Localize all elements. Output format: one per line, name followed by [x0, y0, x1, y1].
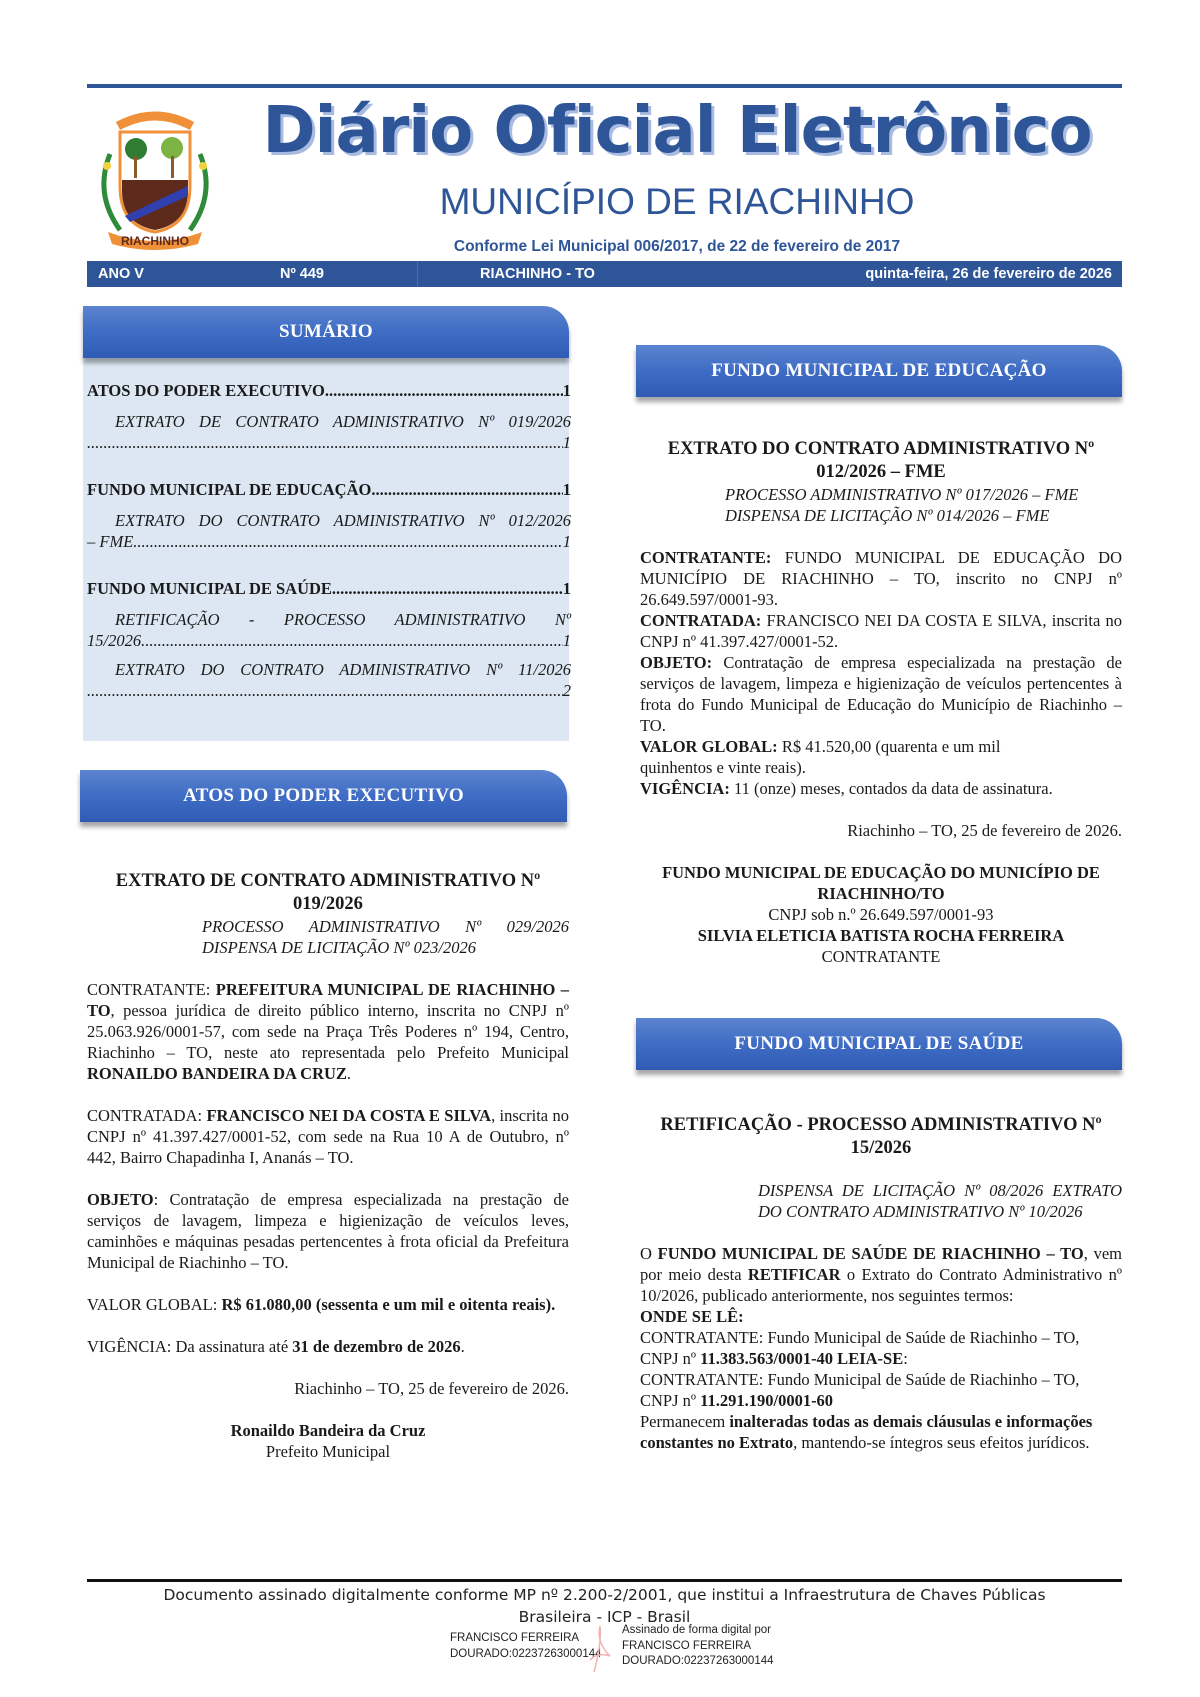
dispensa-ref: DISPENSA DE LICITAÇÃO Nº 014/2026 – FME: [725, 506, 1050, 525]
dispensa-ref: DISPENSA DE LICITAÇÃO Nº 023/2026: [202, 938, 477, 957]
edition-number: Nº 449: [280, 266, 324, 282]
info-bar: [87, 261, 1122, 287]
contratada-paragraph: CONTRATADA: FRANCISCO NEI DA COSTA E SILVA, inscrita no CNPJ nº 41.397.427/0001-52, com sede na Rua 10 A de Outubro, nº 442, Bairro Chapadinha I, Ananás – TO.: [87, 1106, 569, 1167]
edition-year: ANO V: [98, 266, 144, 282]
toc-section[interactable]: ATOS DO PODER EXECUTIVO ..... 1: [87, 380, 571, 401]
article-title: RETIFICAÇÃO - PROCESSO ADMINISTRATIVO Nº 15/2026: [660, 1115, 1102, 1158]
place-date: Riachinho – TO, 25 de fevereiro de 2026.: [294, 1379, 569, 1398]
objeto-paragraph: OBJETO: Contratação de empresa especializada na prestação de serviços de lavagem, limpeza e higienização de veículos leves, caminhões e máquinas pesadas pertencentes à frota oficial da Prefeitura Municipal de Riachinho – TO.: [87, 1190, 569, 1272]
executivo-article: [87, 870, 569, 1462]
contratante-paragraph: CONTRATANTE: PREFEITURA MUNICIPAL DE RIACHINHO – TO, pessoa jurídica de direito público interno, inscrita no CNPJ nº 25.063.926/0001-57, com sede na Praça Três Poderes nº 194, Centro, Riachinho – TO, neste ato representada pelo Prefeito Municipal RONAILDO BANDEIRA DA CRUZ.: [87, 980, 569, 1083]
sign-name: SILVIA ELETICIA BATISTA ROCHA FERREIRA: [697, 926, 1065, 945]
sign-role: CONTRATANTE: [821, 947, 941, 966]
pdf-signature-icon: [588, 1622, 616, 1674]
dispensa-ref: DISPENSA DE LICITAÇÃO Nº 08/2026 EXTRATO DO CONTRATO ADMINISTRATIVO Nº 10/2026: [758, 1181, 1122, 1221]
table-of-contents: [87, 380, 571, 709]
masthead-title: Diário Oficial Eletrônico: [262, 94, 1092, 168]
summary-banner: SUMÁRIO: [83, 306, 569, 358]
leia-contratante: CONTRATANTE: Fundo Municipal de Saúde de Riachinho – TO,: [640, 1370, 1080, 1389]
masthead-law: Conforme Lei Municipal 006/2017, de 22 de fevereiro de 2017: [453, 238, 901, 255]
onde-cnpj: CNPJ nº 11.383.563/0001-40 LEIA-SE:: [640, 1349, 908, 1368]
place-date: Riachinho – TO, 25 de fevereiro de 2026.: [847, 821, 1122, 840]
toc-item[interactable]: EXTRATO DO CONTRATO ADMINISTRATIVO Nº 11/2026 ..... 2: [87, 659, 571, 701]
processo-ref: PROCESSO ADMINISTRATIVO Nº 017/2026 – FME: [725, 485, 1079, 504]
sign-entity: FUNDO MUNICIPAL DE EDUCAÇÃO DO MUNICÍPIO DE RIACHINHO/TO: [662, 863, 1100, 903]
leia-cnpj: CNPJ nº 11.291.190/0001-60: [640, 1391, 834, 1410]
edition-city: RIACHINHO - TO: [417, 261, 657, 287]
intro-paragraph: O FUNDO MUNICIPAL DE SAÚDE DE RIACHINHO – TO, vem por meio desta RETIFICAR o Extrato do Contrato Administrativo nº 10/2026, publicado anteriormente, nos seguintes termos:: [640, 1244, 1122, 1305]
toc-item[interactable]: EXTRATO DE CONTRATO ADMINISTRATIVO Nº 019/2026 ..... 1: [87, 411, 571, 453]
processo-ref: PROCESSO ADMINISTRATIVO Nº 029/2026: [202, 917, 569, 936]
edition-date: quinta-feira, 26 de fevereiro de 2026: [865, 266, 1112, 282]
section-banner-executivo: ATOS DO PODER EXECUTIVO: [80, 770, 567, 822]
contratante-paragraph: CONTRATANTE: FUNDO MUNICIPAL DE EDUCAÇÃO DO MUNICÍPIO DE RIACHINHO – TO, inscrito no CNPJ nº 26.649.597/0001-93.: [640, 548, 1122, 609]
section-banner-educacao: FUNDO MUNICIPAL DE EDUCAÇÃO: [636, 345, 1122, 397]
objeto-paragraph: OBJETO: Contratação de empresa especializada na prestação de serviços de lavagem, limpeza e higienização de veículos pertencentes à frota do Fundo Municipal de Educação do Município de Riachinho – TO.: [640, 653, 1122, 735]
municipal-crest-logo: [80, 104, 230, 252]
footer-digital-signature-notice: Documento assinado digitalmente conforme MP nº 2.200-2/2001, que institui a Infraestrutura de Chaves Públicas Brasileira - ICP - Brasil: [163, 1586, 1046, 1626]
vigencia-paragraph: VIGÊNCIA: Da assinatura até 31 de dezembro de 2026.: [87, 1337, 465, 1356]
valor-paragraph: VALOR GLOBAL: R$ 41.520,00 (quarenta e um mil quinhentos e vinte reais).: [640, 737, 1001, 777]
vigencia-paragraph: VIGÊNCIA: 11 (onze) meses, contados da data de assinatura.: [640, 779, 1053, 798]
top-rule: [87, 84, 1122, 88]
valor-paragraph: VALOR GLOBAL: R$ 61.080,00 (sessenta e um mil e oitenta reais).: [87, 1295, 556, 1314]
saude-article: [640, 1114, 1122, 1453]
onde-se-le-label: ONDE SE LÊ:: [640, 1307, 744, 1326]
masthead-subtitle: MUNICÍPIO DE RIACHINHO: [439, 181, 915, 222]
onde-contratante: CONTRATANTE: Fundo Municipal de Saúde de Riachinho – TO,: [640, 1328, 1080, 1347]
toc-section[interactable]: FUNDO MUNICIPAL DE EDUCAÇÃO ..... 1: [87, 479, 571, 500]
article-title: EXTRATO DO CONTRATO ADMINISTRATIVO Nº 012/2026 – FME: [667, 439, 1095, 482]
toc-section[interactable]: FUNDO MUNICIPAL DE SAÚDE ..... 1: [87, 578, 571, 599]
closing-paragraph: Permanecem inalteradas todas as demais cláusulas e informações constantes no Extrato, mantendo-se íntegros seus efeitos jurídicos.: [640, 1412, 1093, 1452]
footer-rule: [87, 1579, 1122, 1582]
article-title: EXTRATO DE CONTRATO ADMINISTRATIVO Nº 019/2026: [115, 871, 541, 914]
section-banner-saude: FUNDO MUNICIPAL DE SAÚDE: [636, 1018, 1122, 1070]
toc-item[interactable]: EXTRATO DO CONTRATO ADMINISTRATIVO Nº 012/2026 – FME ..... 1: [87, 510, 571, 552]
signature-signer-left: FRANCISCO FERREIRA DOURADO:02237263000144: [450, 1632, 602, 1660]
contratada-paragraph: CONTRATADA: FRANCISCO NEI DA COSTA E SILVA, inscrita no CNPJ nº 41.397.427/0001-52.: [640, 611, 1122, 651]
signer-name: Ronaildo Bandeira da Cruz: [230, 1421, 426, 1440]
signer-role: Prefeito Municipal: [265, 1442, 391, 1461]
svg-text:RIACHINHO: RIACHINHO: [121, 234, 189, 248]
toc-item[interactable]: RETIFICAÇÃO - PROCESSO ADMINISTRATIVO Nº 15/2026 ..... 1: [87, 609, 571, 651]
signature-signer-right: Assinado de forma digital por FRANCISCO FERREIRA DOURADO:02237263000144: [622, 1624, 774, 1667]
sign-cnpj: CNPJ sob n.º 26.649.597/0001-93: [768, 905, 994, 924]
educacao-article: [640, 438, 1122, 967]
